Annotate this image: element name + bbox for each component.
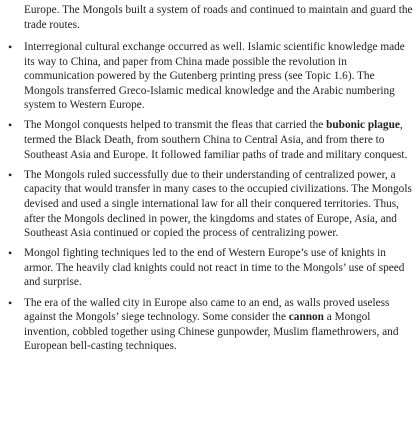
bullet-dot-icon: • <box>8 167 13 182</box>
lead-paragraph: Europe. The Mongols built a system of roads and continued to maintain and guard the trade routes. <box>24 4 413 31</box>
bullet-text <box>24 40 415 113</box>
bullet-text <box>24 168 415 241</box>
text-run: Mongol fighting techniques led to the end of Western Europe’s use of knights in armor. The heavily clad knights could not react in time to the Mongols’ use of speed and surprise. <box>24 247 405 289</box>
text-run: a Mongol invention, cobbled together using Chinese gunpowder, Muslim flamethrowers, and European bell-casting techniques. <box>24 311 399 353</box>
bold-term: cannon <box>288 311 324 324</box>
bullet-item <box>0 168 419 241</box>
bullet-item <box>0 296 419 354</box>
text-run: The Mongols ruled successfully due to their understanding of centralized power, a capacity that would transfer in many cases to the occupied civilizations. The Mongols devised and used a single international law for all their conquered territories. Thus, after the Mongols declined in power, the kingdoms and states of Europe, Asia, and Southeast Asia continued or copied the process of centralizing power. <box>24 168 412 240</box>
text-run: Interregional cultural exchange occurred as well. Islamic scientific knowledge made its way to China, and paper from China made possible the revolution in communication powered by the Gutenberg printing press (see Topic 1.6). The Mongols transferred Greco-Islamic medical knowledge and the Arabic numbering system to Western Europe. <box>24 41 405 112</box>
text-run: The era of the walled city in Europe also came to an end, as walls proved useless against the Mongols’ siege technology. Some consider the <box>24 296 390 324</box>
bullet-dot-icon: • <box>8 40 13 54</box>
bullet-dot-icon: • <box>8 295 13 310</box>
text-run: , termed the Black Death, from southern China to Central Asia, and from there to Southeast Asia and Europe. It followed familiar paths of trade and military conquest. <box>24 119 408 161</box>
bullet-dot-icon: • <box>8 246 13 261</box>
text-run: The Mongol conquests helped to transmit the fleas that carried the <box>24 119 327 132</box>
bold-term: bubonic plague <box>326 119 400 132</box>
bullet-item <box>0 40 419 113</box>
bullet-text <box>24 118 415 162</box>
bullet-item <box>0 118 419 162</box>
bullet-item <box>0 246 419 290</box>
bullet-text <box>24 246 415 290</box>
bullet-dot-icon: • <box>8 118 13 133</box>
bullet-list <box>0 40 419 359</box>
bullet-text <box>24 296 415 354</box>
